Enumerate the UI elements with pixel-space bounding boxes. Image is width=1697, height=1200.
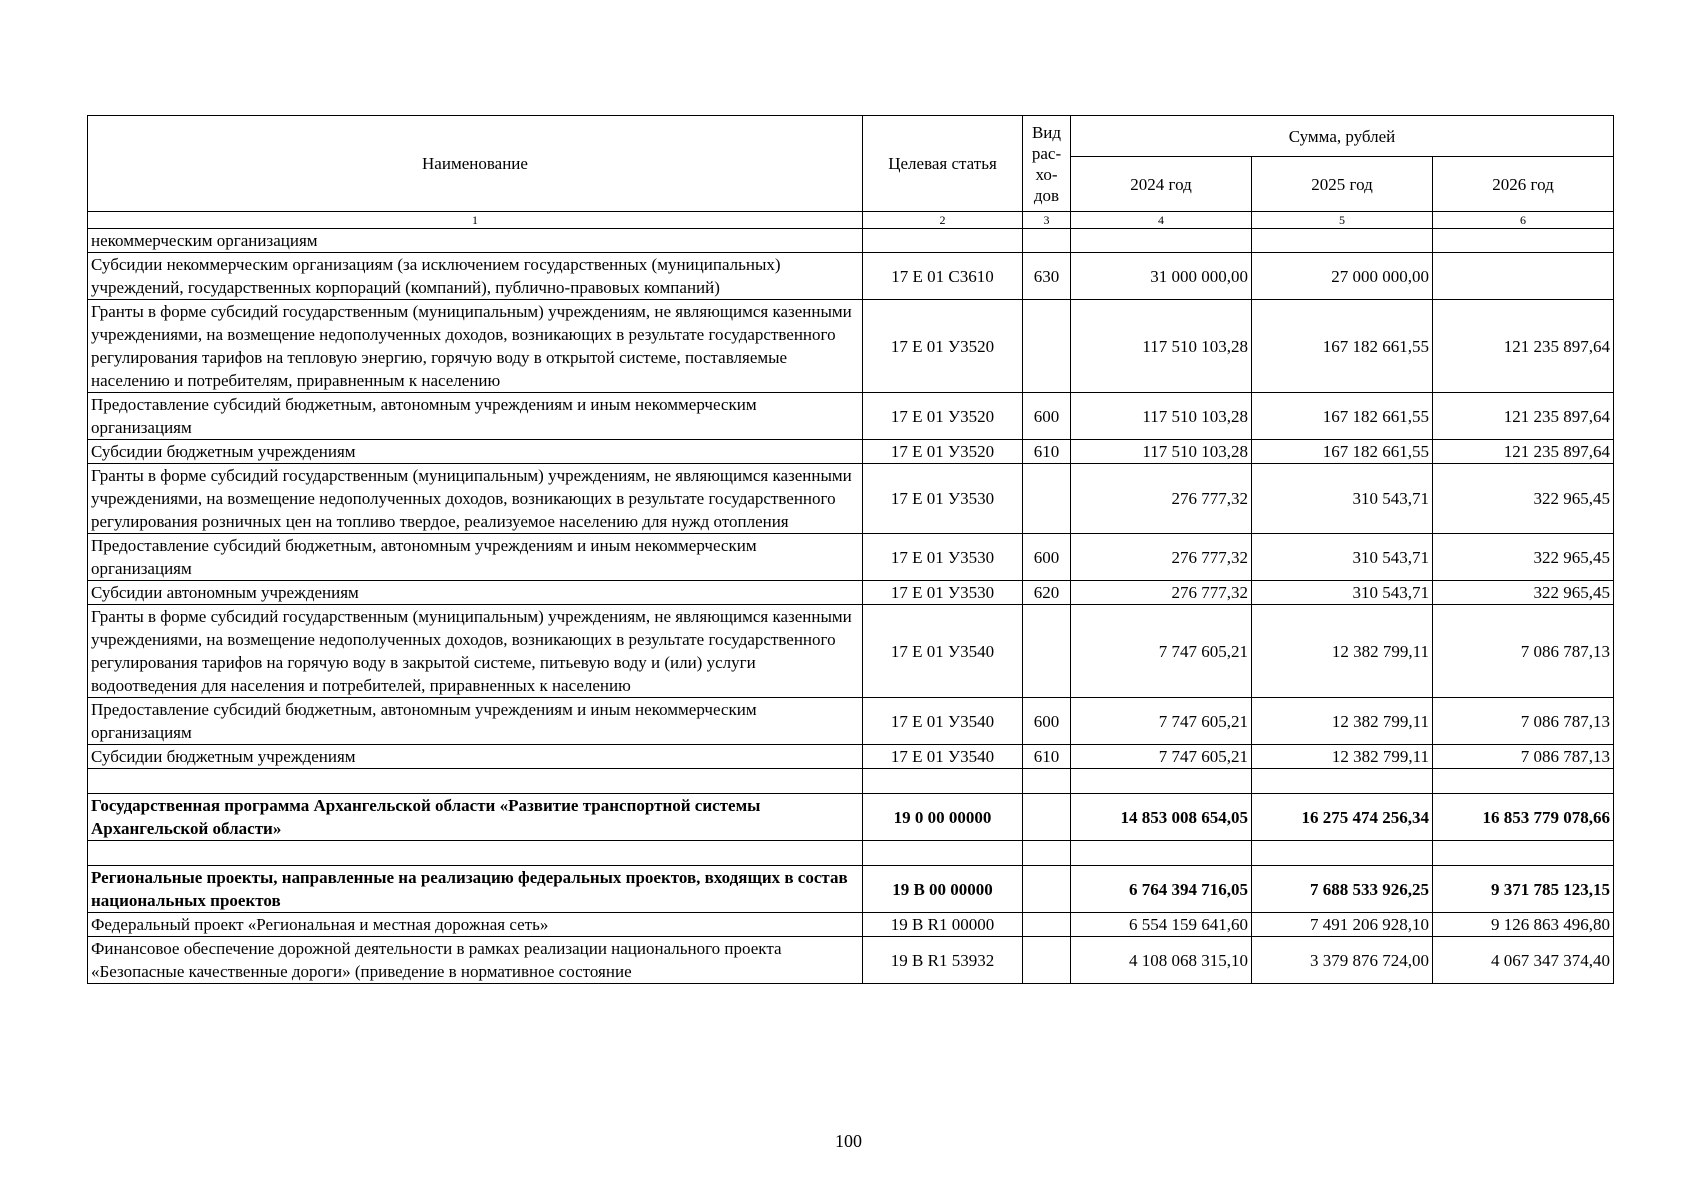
header-year-2024: 2024 год	[1071, 157, 1252, 212]
row-target-code: 19 0 00 00000	[863, 794, 1023, 841]
row-expense-type: 620	[1023, 581, 1071, 605]
column-number: 5	[1252, 212, 1433, 229]
row-target-code: 17 Е 01 У3520	[863, 300, 1023, 393]
page-number: 100	[835, 1131, 862, 1151]
row-name: Субсидии некоммерческим организациям (за исключением государственных (муниципальных) учреждений, государственных корпораций (компаний), публично-правовых компаний)	[88, 253, 863, 300]
row-amount-2025: 3 379 876 724,00	[1252, 937, 1433, 984]
row-target-code: 19 В R1 00000	[863, 913, 1023, 937]
row-amount-2025: 167 182 661,55	[1252, 300, 1433, 393]
table-row	[88, 605, 1614, 698]
header-year-2025: 2025 год	[1252, 157, 1433, 212]
row-amount-2026: 121 235 897,64	[1433, 300, 1614, 393]
table-row-program	[88, 794, 1614, 841]
row-amount-2026: 121 235 897,64	[1433, 440, 1614, 464]
row-expense-type: 600	[1023, 393, 1071, 440]
row-name: Гранты в форме субсидий государственным (муниципальным) учреждениям, не являющимся казенными учреждениями, на возмещение недополученных доходов, возникающих в результате государственного регулирования тарифов на горячую воду в закрытой системе, питьевую воду и (или) услуги водоотведения для населения и потребителей, приравненных к населению	[88, 605, 863, 698]
empty-row	[88, 769, 1614, 794]
row-amount-2026	[1433, 229, 1614, 253]
row-name: некоммерческим организациям	[88, 229, 863, 253]
table-row	[88, 698, 1614, 745]
row-amount-2026: 9 371 785 123,15	[1433, 866, 1614, 913]
row-target-code: 17 Е 01 У3540	[863, 745, 1023, 769]
row-amount-2024: 7 747 605,21	[1071, 605, 1252, 698]
row-amount-2025: 27 000 000,00	[1252, 253, 1433, 300]
row-amount-2026: 7 086 787,13	[1433, 745, 1614, 769]
row-amount-2025: 167 182 661,55	[1252, 393, 1433, 440]
row-amount-2024	[1071, 229, 1252, 253]
column-number: 2	[863, 212, 1023, 229]
row-name: Государственная программа Архангельской области «Развитие транспортной системы Архангельской области»	[88, 794, 863, 841]
table-row	[88, 440, 1614, 464]
row-target-code: 17 Е 01 У3520	[863, 440, 1023, 464]
table-row	[88, 300, 1614, 393]
row-name: Предоставление субсидий бюджетным, автономным учреждениям и иным некоммерческим организациям	[88, 698, 863, 745]
row-expense-type	[1023, 769, 1071, 794]
row-expense-type	[1023, 300, 1071, 393]
column-number: 1	[88, 212, 863, 229]
row-expense-type	[1023, 913, 1071, 937]
row-name: Субсидии бюджетным учреждениям	[88, 745, 863, 769]
row-amount-2026: 322 965,45	[1433, 464, 1614, 534]
table-row	[88, 581, 1614, 605]
row-expense-type	[1023, 794, 1071, 841]
row-amount-2025: 12 382 799,11	[1252, 698, 1433, 745]
row-amount-2024: 276 777,32	[1071, 464, 1252, 534]
row-name: Региональные проекты, направленные на реализацию федеральных проектов, входящих в состав национальных проектов	[88, 866, 863, 913]
row-expense-type	[1023, 464, 1071, 534]
row-amount-2025: 12 382 799,11	[1252, 605, 1433, 698]
row-expense-type	[1023, 866, 1071, 913]
row-name: Гранты в форме субсидий государственным (муниципальным) учреждениям, не являющимся казенными учреждениями, на возмещение недополученных доходов, возникающих в результате государственного регулирования тарифов на тепловую энергию, горячую воду в открытой системе, поставляемые населению и потребителям, приравненным к населению	[88, 300, 863, 393]
row-amount-2024: 14 853 008 654,05	[1071, 794, 1252, 841]
row-name: Субсидии бюджетным учреждениям	[88, 440, 863, 464]
row-name: Гранты в форме субсидий государственным (муниципальным) учреждениям, не являющимся казенными учреждениями, на возмещение недополученных доходов, возникающих в результате государственного регулирования розничных цен на топливо твердое, реализуемое населению для нужд отопления	[88, 464, 863, 534]
row-amount-2024	[1071, 769, 1252, 794]
table-row-projects	[88, 866, 1614, 913]
row-expense-type	[1023, 229, 1071, 253]
row-amount-2024: 117 510 103,28	[1071, 393, 1252, 440]
table-row	[88, 253, 1614, 300]
row-name	[88, 841, 863, 866]
row-amount-2026	[1433, 769, 1614, 794]
row-amount-2026: 16 853 779 078,66	[1433, 794, 1614, 841]
header-year-2026: 2026 год	[1433, 157, 1614, 212]
row-amount-2026: 7 086 787,13	[1433, 605, 1614, 698]
table-row	[88, 393, 1614, 440]
row-name: Предоставление субсидий бюджетным, автономным учреждениям и иным некоммерческим организациям	[88, 393, 863, 440]
table-row	[88, 534, 1614, 581]
row-amount-2025: 310 543,71	[1252, 534, 1433, 581]
row-amount-2025	[1252, 229, 1433, 253]
table-row	[88, 913, 1614, 937]
row-amount-2024: 4 108 068 315,10	[1071, 937, 1252, 984]
column-number: 4	[1071, 212, 1252, 229]
row-target-code: 19 В R1 53932	[863, 937, 1023, 984]
row-expense-type: 600	[1023, 534, 1071, 581]
column-number: 3	[1023, 212, 1071, 229]
row-name	[88, 769, 863, 794]
row-target-code: 19 В 00 00000	[863, 866, 1023, 913]
row-expense-type: 610	[1023, 745, 1071, 769]
row-name: Предоставление субсидий бюджетным, автономным учреждениям и иным некоммерческим организациям	[88, 534, 863, 581]
row-amount-2025	[1252, 769, 1433, 794]
row-target-code: 17 Е 01 У3530	[863, 464, 1023, 534]
header-sum: Сумма, рублей	[1071, 116, 1614, 157]
budget-table	[87, 115, 1614, 984]
row-amount-2026: 322 965,45	[1433, 534, 1614, 581]
row-amount-2026: 9 126 863 496,80	[1433, 913, 1614, 937]
empty-row	[88, 841, 1614, 866]
row-target-code	[863, 229, 1023, 253]
table-header	[88, 116, 1614, 229]
row-expense-type: 610	[1023, 440, 1071, 464]
row-amount-2024: 7 747 605,21	[1071, 745, 1252, 769]
table-row	[88, 229, 1614, 253]
row-amount-2026: 4 067 347 374,40	[1433, 937, 1614, 984]
row-amount-2024	[1071, 841, 1252, 866]
row-amount-2024: 6 764 394 716,05	[1071, 866, 1252, 913]
row-amount-2024: 31 000 000,00	[1071, 253, 1252, 300]
row-amount-2026	[1433, 253, 1614, 300]
header-expense-type: Вид рас- хо- дов	[1023, 116, 1071, 212]
row-amount-2025: 310 543,71	[1252, 464, 1433, 534]
table-row	[88, 937, 1614, 984]
row-target-code: 17 Е 01 У3530	[863, 581, 1023, 605]
row-amount-2026: 7 086 787,13	[1433, 698, 1614, 745]
row-amount-2024: 117 510 103,28	[1071, 440, 1252, 464]
row-amount-2025: 310 543,71	[1252, 581, 1433, 605]
row-amount-2024: 6 554 159 641,60	[1071, 913, 1252, 937]
table-body	[88, 229, 1614, 984]
row-target-code	[863, 769, 1023, 794]
row-amount-2024: 276 777,32	[1071, 534, 1252, 581]
row-name: Федеральный проект «Региональная и местная дорожная сеть»	[88, 913, 863, 937]
row-amount-2025: 167 182 661,55	[1252, 440, 1433, 464]
row-amount-2025: 7 491 206 928,10	[1252, 913, 1433, 937]
header-target-article: Целевая статья	[863, 116, 1023, 212]
row-amount-2025: 16 275 474 256,34	[1252, 794, 1433, 841]
row-amount-2025: 12 382 799,11	[1252, 745, 1433, 769]
row-amount-2025	[1252, 841, 1433, 866]
row-expense-type: 600	[1023, 698, 1071, 745]
row-expense-type: 630	[1023, 253, 1071, 300]
row-expense-type	[1023, 605, 1071, 698]
column-number: 6	[1433, 212, 1614, 229]
row-name: Субсидии автономным учреждениям	[88, 581, 863, 605]
row-amount-2026: 121 235 897,64	[1433, 393, 1614, 440]
row-name: Финансовое обеспечение дорожной деятельности в рамках реализации национального проекта «Безопасные качественные дороги» (приведение в нормативное состояние	[88, 937, 863, 984]
column-number-row	[88, 212, 1614, 229]
table-row	[88, 745, 1614, 769]
row-target-code	[863, 841, 1023, 866]
header-name: Наименование	[88, 116, 863, 212]
row-expense-type	[1023, 841, 1071, 866]
row-target-code: 17 Е 01 С3610	[863, 253, 1023, 300]
row-amount-2024: 117 510 103,28	[1071, 300, 1252, 393]
row-amount-2024: 7 747 605,21	[1071, 698, 1252, 745]
row-target-code: 17 Е 01 У3520	[863, 393, 1023, 440]
row-target-code: 17 Е 01 У3530	[863, 534, 1023, 581]
row-amount-2026	[1433, 841, 1614, 866]
row-expense-type	[1023, 937, 1071, 984]
row-target-code: 17 Е 01 У3540	[863, 698, 1023, 745]
table-row	[88, 464, 1614, 534]
row-target-code: 17 Е 01 У3540	[863, 605, 1023, 698]
row-amount-2025: 7 688 533 926,25	[1252, 866, 1433, 913]
row-amount-2026: 322 965,45	[1433, 581, 1614, 605]
row-amount-2024: 276 777,32	[1071, 581, 1252, 605]
